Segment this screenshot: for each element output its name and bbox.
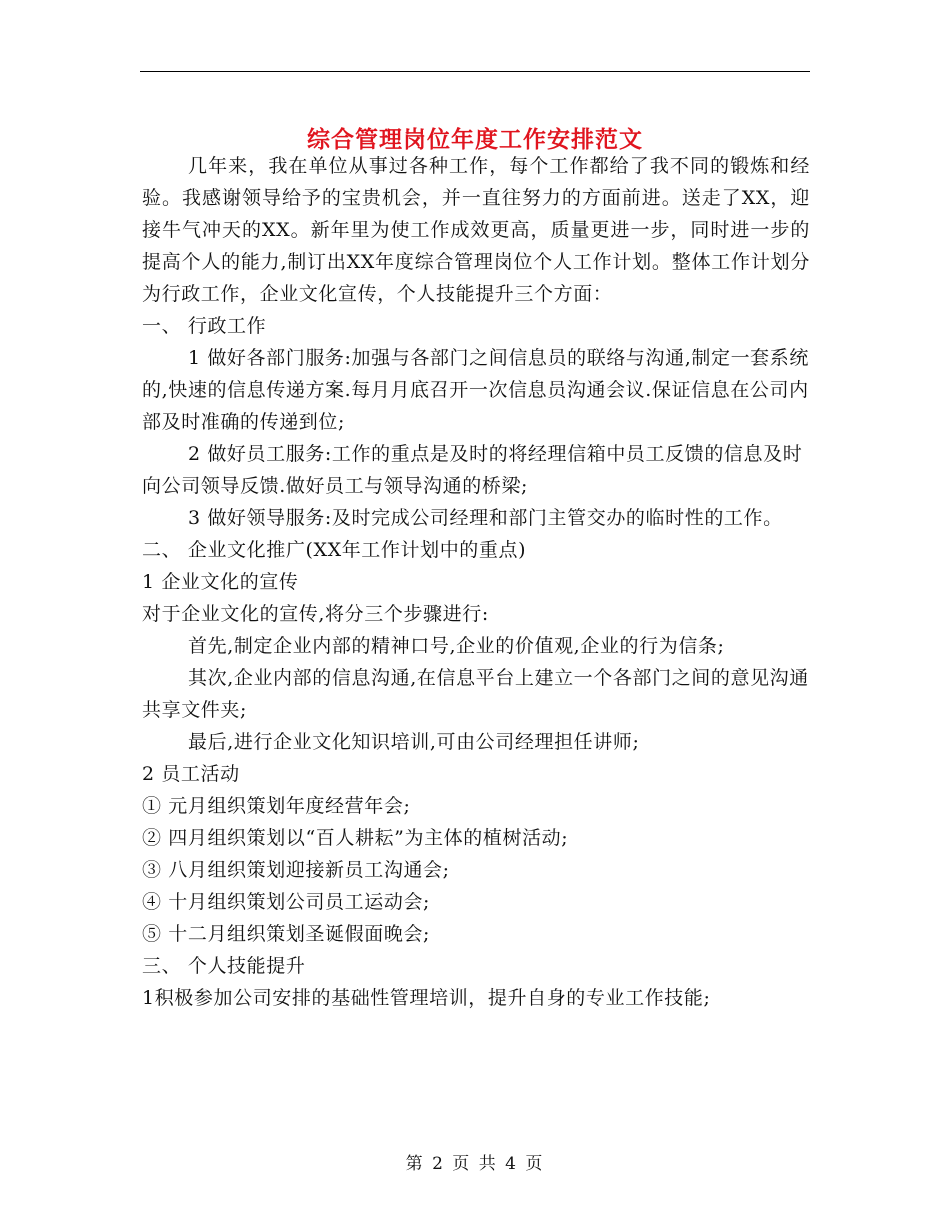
section-1-item: 3 做好领导服务:及时完成公司经理和部门主管交办的临时性的工作。 — [188, 507, 783, 529]
intro-paragraph: 几年来，我在单位从事过各种工作，每个工作都给了我不同的锻炼和经验。我感谢领导给予的宝贵机会，并一直往努力的方面前进。送走了XX，迎接牛气冲天的XX。新年里为使工作成效更高，质量更进一步，同时进一步的提高个人的能力,制订出XX年度综合管理岗位个人工作计划。整体工作计划分为行政工作，企业文化宣传，个人技能提升三个方面： — [142, 155, 810, 305]
activity-item: ② 四月组织策划以“百人耕耘”为主体的植树活动; — [142, 827, 569, 849]
culture-step: 其次,企业内部的信息沟通,在信息平台上建立一个各部门之间的意见沟通共享文件夹; — [142, 667, 809, 721]
activity-item: ③ 八月组织策划迎接新员工沟通会; — [142, 859, 450, 881]
section-2-subheading: 1 企业文化的宣传 — [142, 571, 299, 593]
culture-step: 最后,进行企业文化知识培训,可由公司经理担任讲师; — [188, 731, 640, 753]
page-footer: 第 2 页 共 4 页 — [405, 1154, 545, 1174]
document-body — [142, 150, 810, 1014]
activity-item: ⑤ 十二月组织策划圣诞假面晚会; — [142, 923, 431, 945]
section-2-subheading: 2 员工活动 — [142, 763, 240, 785]
section-2-lead: 对于企业文化的宣传,将分三个步骤进行: — [142, 603, 489, 625]
section-1-heading: 一、 行政工作 — [142, 315, 267, 337]
document-title: 综合管理岗位年度工作安排范文 — [307, 127, 643, 154]
activity-item: ① 元月组织策划年度经营年会; — [142, 795, 411, 817]
section-3-item: 1积极参加公司安排的基础性管理培训，提升自身的专业工作技能; — [142, 987, 711, 1009]
culture-step: 首先,制定企业内部的精神口号,企业的价值观,企业的行为信条; — [188, 635, 725, 657]
section-1-item: 2 做好员工服务:工作的重点是及时的将经理信箱中员工反馈的信息及时向公司领导反馈.做好员工与领导沟通的桥梁; — [142, 443, 803, 497]
section-3-heading: 三、 个人技能提升 — [142, 955, 306, 977]
header-rule — [140, 71, 810, 72]
section-2-heading: 二、 企业文化推广(XX年工作计划中的重点) — [142, 539, 527, 561]
activity-item: ④ 十月组织策划公司员工运动会; — [142, 891, 431, 913]
section-1-item: 1 做好各部门服务:加强与各部门之间信息员的联络与沟通,制定一套系统的,快速的信息传递方案.每月月底召开一次信息员沟通会议.保证信息在公司内部及时准确的传递到位; — [142, 347, 809, 433]
